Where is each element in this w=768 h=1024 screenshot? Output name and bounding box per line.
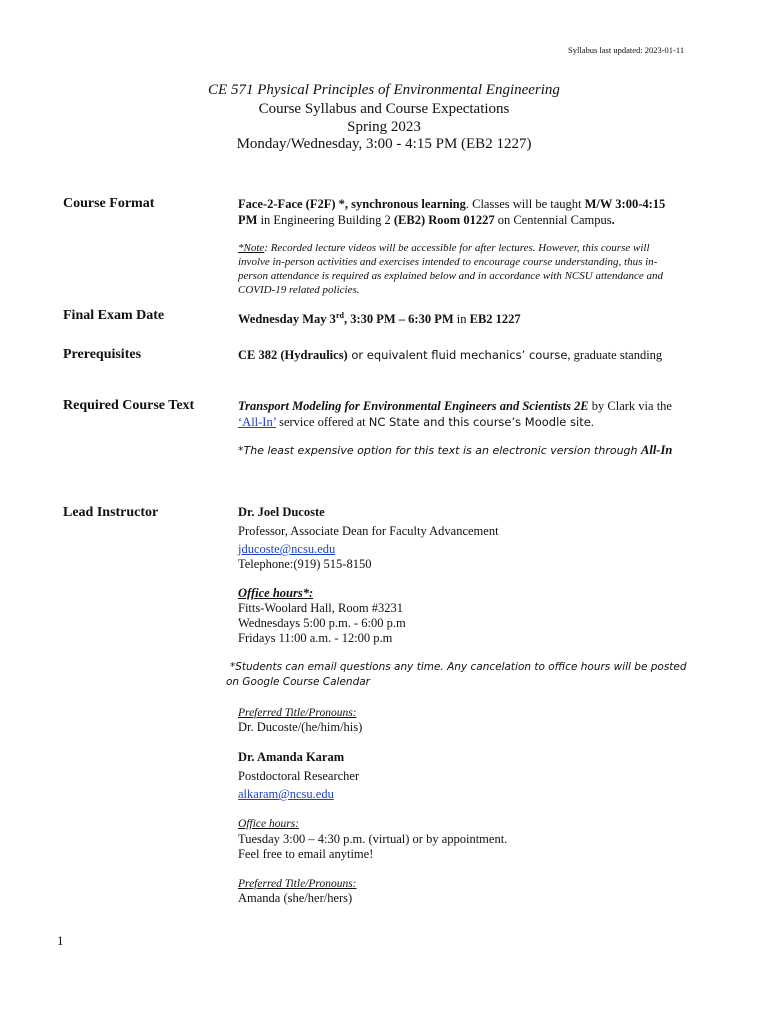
pronouns-label: Preferred Title/Pronouns:: [238, 707, 357, 719]
office-hours-note-2: on Google Course Calendar: [226, 676, 370, 688]
prereq-course: CE 382 (Hydraulics): [238, 348, 348, 362]
instructor-email-link[interactable]: jducoste@ncsu.edu: [238, 542, 336, 556]
instructor-name: Dr. Joel Ducoste: [238, 505, 325, 519]
exam-day: Wednesday May 3: [238, 312, 336, 327]
course-text-label: Required Course Text: [63, 398, 195, 413]
note-text: : Recorded lecture videos will be accessible for after lectures. However, this course will involve in-person activities and exercises intended to encourage course understanding, thus in-person attendance is required as explained below and in accordance with NCSU attendance and COVID-19 related policies.: [238, 242, 663, 296]
office-hours-1: Wednesdays 5:00 p.m. - 6:00 p.m: [238, 616, 406, 630]
format-text-3: on Centennial Campus: [494, 213, 612, 227]
office-hours-label: Office hours*:: [238, 586, 314, 600]
course-subtitle: Course Syllabus and Course Expectations: [258, 101, 510, 117]
instructor-phone: Telephone:(919) 515-8150: [238, 557, 372, 571]
final-exam-label: Final Exam Date: [63, 308, 165, 323]
postdoc-pronouns-label: Preferred Title/Pronouns:: [238, 878, 357, 890]
course-text-note: [238, 443, 672, 458]
postdoc-hours-1: Tuesday 3:00 – 4:30 p.m. (virtual) or by appointment.: [238, 832, 508, 846]
office-hours-2: Fridays 11:00 a.m. - 12:00 p.m: [238, 631, 393, 645]
book-by: by Clark via the: [588, 399, 672, 413]
book-service-tail: NC State and this course’s Moodle site: [368, 415, 591, 429]
book-period: .: [590, 415, 594, 429]
format-text-1: . Classes will be taught: [465, 197, 585, 211]
exam-room: EB2 1227: [469, 312, 521, 327]
postdoc-title: Postdoctoral Researcher: [238, 769, 360, 783]
format-bold-1: Face-2-Face (F2F) *, synchronous learning: [238, 197, 466, 211]
office-location: Fitts-Woolard Hall, Room #3231: [238, 601, 403, 615]
prerequisites-value: [238, 347, 662, 363]
all-in-link[interactable]: ‘All-In’: [238, 415, 276, 429]
office-hours-note-1: *Students can email questions any time. Any cancelation to office hours will be posted: [230, 661, 687, 673]
course-format-note: [238, 241, 683, 297]
format-text-2: in Engineering Building 2: [257, 213, 394, 227]
format-bold-4: .: [611, 213, 615, 227]
course-title: CE 571 Physical Principles of Environmental Engineering: [208, 82, 560, 98]
note-prefix: *Note: [238, 242, 265, 254]
postdoc-hours-2: Feel free to email anytime!: [238, 847, 374, 861]
postdoc-name: Dr. Amanda Karam: [238, 750, 345, 764]
instructor-title: Professor, Associate Dean for Faculty Advancement: [238, 524, 499, 538]
book-service: service offered at: [275, 415, 369, 429]
course-format-label: Course Format: [63, 196, 155, 211]
text-note-all-in: All-In: [641, 443, 673, 457]
course-format-value: [238, 196, 678, 228]
page-number: 1: [57, 933, 64, 948]
course-text-value: [238, 398, 688, 430]
postdoc-pronouns: Amanda (she/her/hers): [238, 891, 353, 905]
format-bold-3: (EB2) Room 01227: [393, 213, 495, 227]
postdoc-email-link[interactable]: alkaram@ncsu.edu: [238, 787, 334, 801]
exam-in: in: [453, 312, 470, 327]
prereq-alternative: or equivalent fluid mechanics’ course: [347, 348, 568, 362]
text-note: *The least expensive option for this text is an electronic version through: [238, 444, 642, 457]
exam-day-suffix: rd: [335, 311, 344, 320]
format-bold-2: M/W 3:00-4:15 PM: [238, 197, 666, 227]
final-exam-value: [238, 308, 521, 327]
book-title: Transport Modeling for Environmental Engineers and Scientists 2E: [238, 399, 589, 413]
class-schedule: Monday/Wednesday, 3:00 - 4:15 PM (EB2 1227): [236, 136, 532, 152]
prereq-tail: , graduate standing: [567, 348, 663, 362]
last-updated-text: Syllabus last updated: 2023-01-11: [568, 45, 685, 55]
prerequisites-label: Prerequisites: [63, 347, 142, 362]
pronouns-value: Dr. Ducoste/(he/him/his): [238, 720, 363, 734]
term: Spring 2023: [347, 119, 421, 135]
lead-instructor-label: Lead Instructor: [63, 505, 159, 520]
exam-time: , 3:30 PM – 6:30 PM: [343, 312, 454, 327]
postdoc-office-hours-label: Office hours:: [238, 818, 300, 830]
